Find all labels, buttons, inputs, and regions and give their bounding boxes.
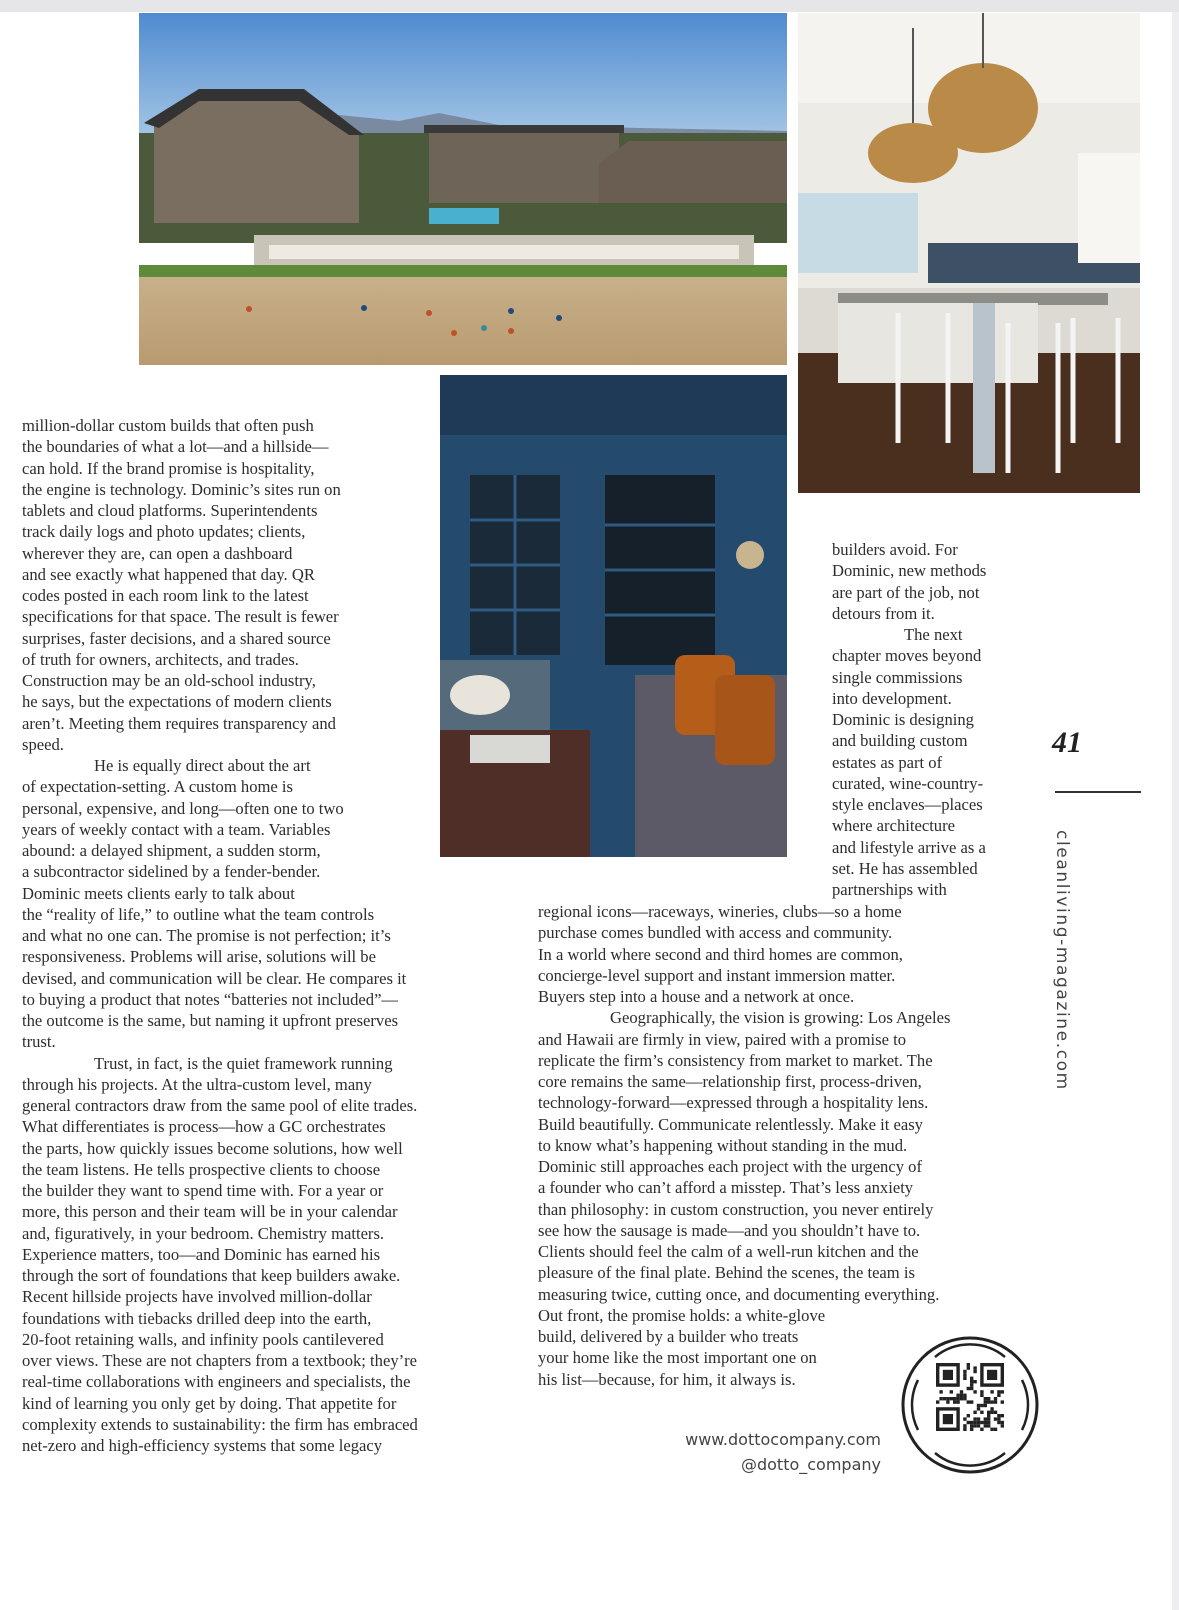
text-line: build, delivered by a builder who treats	[538, 1327, 799, 1346]
text-line: partnerships with	[832, 880, 947, 899]
text-line: The next	[904, 625, 963, 644]
kitchen-photo	[798, 13, 1140, 493]
text-line: more, this person and their team will be in your calendar	[22, 1202, 398, 1222]
text-line: chapter moves beyond	[832, 646, 982, 666]
text-line: In a world where second and third homes are common,	[538, 944, 903, 964]
text-line: to buying a product that notes “batteries not included”—	[22, 989, 399, 1009]
text-line: Dominic is designing	[832, 710, 974, 729]
text-line: see how the sausage is made—and you shouldn’t have to.	[538, 1220, 921, 1240]
text-line: your home like the most important one on	[538, 1348, 817, 1368]
top-bar	[0, 0, 1179, 12]
text-line: into development.	[832, 688, 952, 708]
text-line: pleasure of the final plate. Behind the scenes, the team is	[538, 1263, 915, 1283]
text-line: Dominic meets clients early to talk about	[22, 883, 295, 903]
page-number: 41	[1052, 726, 1082, 759]
qr-code[interactable]	[900, 1335, 1040, 1475]
text-line: regional icons—raceways, wineries, clubs—so a home	[538, 902, 902, 921]
text-line: style enclaves—places	[832, 795, 983, 814]
text-line: the team listens. He tells prospective clients to choose	[22, 1159, 381, 1179]
article-left-column	[22, 415, 512, 1460]
text-line: and see exactly what happened that day. QR	[22, 564, 315, 584]
text-line: can hold. If the brand promise is hospitality,	[22, 458, 315, 478]
text-line: speed.	[22, 734, 64, 754]
text-line: a subcontractor sidelined by a fender-bender.	[22, 862, 321, 882]
text-line: surprises, faster decisions, and a shared source	[22, 628, 331, 648]
text-line: detours from it.	[832, 603, 935, 623]
text-line: He is equally direct about the art	[94, 756, 311, 775]
text-line: a founder who can’t afford a misstep. That’s less anxiety	[538, 1178, 914, 1198]
text-line: replicate the firm’s consistency from market to market. The	[538, 1050, 933, 1070]
text-line: the “reality of life,” to outline what the team controls	[22, 904, 375, 924]
text-line: and, figuratively, in your bedroom. Chemistry matters.	[22, 1223, 385, 1243]
text-line: 20-foot retaining walls, and infinity pools cantilevered	[22, 1329, 384, 1349]
text-line: Dominic, new methods	[832, 561, 987, 581]
text-line: technology-forward—expressed through a hospitality lens.	[538, 1093, 929, 1113]
magazine-url: cleanliving-magazine.com	[1052, 830, 1072, 1091]
divider	[1055, 791, 1141, 793]
text-line: the engine is technology. Dominic’s sites run on	[22, 479, 341, 499]
text-line: to know what’s happening without standing in the mud.	[538, 1135, 908, 1155]
website-link[interactable]: www.dottocompany.com	[685, 1430, 881, 1449]
text-line: through the sort of foundations that keep builders awake.	[22, 1266, 401, 1285]
text-line: of truth for owners, architects, and trades.	[22, 649, 299, 669]
text-line: and Hawaii are firmly in view, paired with a promise to	[538, 1029, 907, 1049]
text-line: the outcome is the same, but naming it upfront preserves	[22, 1011, 399, 1030]
text-line: core remains the same—relationship first, process-driven,	[538, 1072, 922, 1091]
text-line: personal, expensive, and long—often one to two	[22, 798, 344, 818]
page-edge	[1172, 12, 1179, 1610]
text-line: Out front, the promise holds: a white-glove	[538, 1305, 826, 1325]
text-line: Clients should feel the calm of a well-run kitchen and the	[538, 1242, 919, 1261]
text-line: Dominic still approaches each project with the urgency of	[538, 1157, 922, 1176]
text-line: the boundaries of what a lot—and a hillside—	[22, 437, 329, 457]
text-line: concierge-level support and instant immersion matter.	[538, 965, 896, 985]
text-line: real-time collaborations with engineers and specialists, the	[22, 1372, 411, 1392]
text-line: curated, wine-country-	[832, 773, 984, 793]
text-line: Recent hillside projects have involved million-dollar	[22, 1287, 372, 1307]
text-line: trust.	[22, 1032, 56, 1052]
text-line: his list—because, for him, it always is.	[538, 1369, 796, 1389]
text-line: aren’t. Meeting them requires transparency and	[22, 713, 336, 733]
text-line: and building custom	[832, 731, 968, 751]
text-line: general contractors draw from the same pool of elite trades.	[22, 1096, 418, 1115]
text-line: single commissions	[832, 667, 963, 687]
text-line: Build beautifully. Communicate relentlessly. Make it easy	[538, 1114, 923, 1134]
text-line: the parts, how quickly issues become solutions, how well	[22, 1138, 403, 1158]
text-line: million-dollar custom builds that often push	[22, 416, 314, 435]
text-line: purchase comes bundled with access and community.	[538, 923, 893, 943]
text-line: estates as part of	[832, 752, 943, 772]
text-line: than philosophy: in custom construction, you never entirely	[538, 1199, 934, 1219]
text-line: Construction may be an old-school industry,	[22, 671, 316, 690]
text-line: are part of the job, not	[832, 582, 980, 602]
text-line: builders avoid. For	[832, 540, 958, 559]
text-line: of expectation-setting. A custom home is	[22, 777, 293, 797]
text-line: tablets and cloud platforms. Superintendents	[22, 501, 318, 520]
text-line: set. He has assembled	[832, 858, 978, 878]
text-line: Geographically, the vision is growing: Los Angeles	[610, 1008, 951, 1028]
text-line: through his projects. At the ultra-custom level, many	[22, 1074, 372, 1094]
social-handle[interactable]: @dotto_company	[740, 1455, 881, 1474]
text-line: What differentiates is process—how a GC orchestrates	[22, 1117, 386, 1137]
text-line: Buyers step into a house and a network at once.	[538, 987, 855, 1006]
text-line: complexity extends to sustainability: the firm has embraced	[22, 1414, 418, 1434]
text-line: specifications for that space. The result is fewer	[22, 607, 339, 627]
text-line: and what no one can. The promise is not perfection; it’s	[22, 926, 391, 945]
text-line: wherever they are, can open a dashboard	[22, 543, 293, 563]
text-line: kind of learning you only get by doing. That appetite for	[22, 1393, 397, 1413]
text-line: and lifestyle arrive as a	[832, 837, 986, 857]
article-middle-column	[538, 901, 1028, 1401]
text-line: measuring twice, cutting once, and documenting everything.	[538, 1284, 940, 1304]
article-right-column	[832, 539, 1032, 904]
text-line: net-zero and high-efficiency systems that some legacy	[22, 1436, 383, 1455]
text-line: over views. These are not chapters from a textbook; they’re	[22, 1351, 418, 1370]
text-line: the builder they want to spend time with. For a year or	[22, 1181, 384, 1200]
text-line: track daily logs and photo updates; clients,	[22, 522, 306, 542]
text-line: devised, and communication will be clear. He compares it	[22, 968, 407, 988]
text-line: Experience matters, too—and Dominic has earned his	[22, 1244, 381, 1264]
text-line: he says, but the expectations of modern clients	[22, 692, 332, 712]
text-line: years of weekly contact with a team. Variables	[22, 819, 331, 839]
text-line: where architecture	[832, 816, 955, 836]
text-line: foundations with tiebacks drilled deep into the earth,	[22, 1308, 372, 1328]
text-line: abound: a delayed shipment, a sudden storm,	[22, 841, 321, 860]
text-line: codes posted in each room link to the latest	[22, 586, 309, 605]
text-line: responsiveness. Problems will arise, solutions will be	[22, 947, 376, 967]
text-line: Trust, in fact, is the quiet framework running	[94, 1053, 393, 1073]
estate-exterior-photo	[139, 13, 787, 365]
